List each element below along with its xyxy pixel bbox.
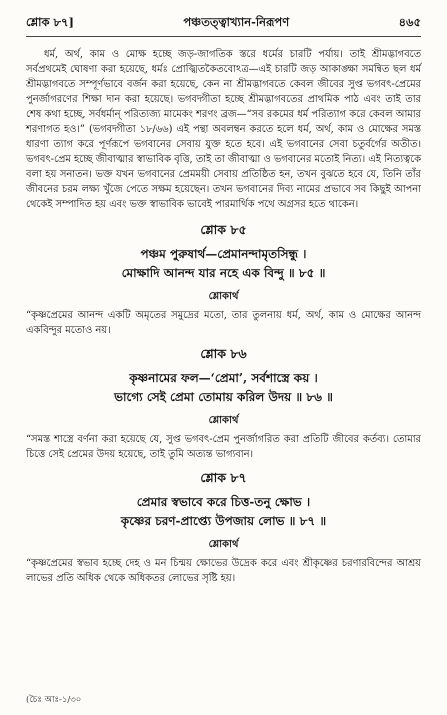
header-chapter-title: পঞ্চতত্ত্বাখ্যান-নিরূপণ [183,15,290,29]
verse-block-85 [26,222,421,338]
verse-line: মোক্ষাদি আনন্দ যার নহে এক বিন্দু ॥ ৮৫ ॥ [121,266,326,280]
translation-text: “সমস্ত শাস্ত্রে বর্ণনা করা হয়েছে যে, সুপ্ত ভগবৎ-প্রেম পুনর্জাগরিত করা প্রতিটি জীবের কর্তব্য। তোমার চিত্তে সেই প্রেমের উদয় হয়েছে, তাই তুমি অত্যন্ত ভাগ্যবান। [26,434,421,460]
verse-line: পঞ্চম পুরুষার্থ—প্রেমানন্দামৃতসিন্ধু । [140,247,307,261]
verse-heading: শ্লোক ৮৫ [200,222,247,237]
verse-heading: শ্লোক ৮৬ [200,346,247,361]
translation-text: “কৃষ্ণপ্রেমের স্বভাব হচ্ছে দেহ ও মন চিন্ময় ক্ষোভের উদ্রেক করে এবং শ্রীকৃষ্ণের চরণারবিন্দের আশ্রয় লাভের প্রতি অধিক থেকে অধিকতর লোভের সৃষ্টি হয়। [26,558,421,584]
running-header [26,14,421,37]
verse-line: প্রেমার স্বভাবে করে চিত্ত-তনু ক্ষোভ । [136,495,311,509]
verse-line: ভাগ্যে সেই প্রেমা তোমায় করিল উদয় ॥ ৮৬ ॥ [114,390,333,404]
translation-heading: শ্লোকার্থ [208,291,239,302]
page-number: ৪৬৫ [398,15,421,29]
intro-paragraph: ধর্ম, অর্থ, কাম ও মোক্ষ হচ্ছে জড়-জাগতিক স্তরে ধর্মের চারটি পর্যায়। তাই শ্রীমদ্ভাগবতে সর্বপ্রথমেই ঘোষণা করা হয়েছে, ধর্মঃ প্রোজ্ঝিতকৈতবোঽত্র—এই চারটি জড় আকাঙ্ক্ষা সমন্বিত ছল ধর্ম শ্রীমদ্ভাগবতে সম্পূর্ণভাবে বর্জন করা হয়েছে, কেন না শ্রীমদ্ভাগবতে কেবল জীবের সুপ্ত ভগবৎ-প্রেমের পুনর্জাগরণের শিক্ষা দান করা হয়েছে। ভগবদ্গীতা হচ্ছে শ্রীমদ্ভাগবতের প্রাথমিক পাঠ এবং তাই তার শেষ কথা হচ্ছে, সর্বধর্মান্ পরিত্যজ্য মামেকং শরণং ব্রজ—“সব রকমের ধর্ম পরিত্যাগ করে কেবল আমার শরণাগত হও।” (ভগবদ্গীতা ১৮/৬৬) এই পন্থা অবলম্বন করতে হলে ধর্ম, অর্থ, কাম ও মোক্ষের সমস্ত ধারণা ত্যাগ করে পূর্ণরূপে ভগবানের সেবায় যুক্ত হতে হবে। এই ভগবানের সেবা চতুর্বর্গের অতীত। ভগবৎ-প্রেম হচ্ছে জীবাত্মার স্বাভাবিক বৃত্তি, তাই তা জীবাত্মা ও ভগবানের মতোই নিত্য। এই নিত্যত্বকে বলা হয় সনাতন। ভক্ত যখন ভগবানের প্রেমময়ী সেবায় প্রতিষ্ঠিত হন, তখন বুঝতে হবে যে, তিনি তাঁর জীবনের চরম লক্ষ্য খুঁজে পেতে সক্ষম হয়েছেন। তখন ভগবানের দিব্য নামের প্রভাবে সব কিছুই আপনা থেকেই সম্পাদিত হয় এবং ভক্ত স্বাভাবিক ভাবেই পারমার্থিক পথে অগ্রসর হতে থাকেন। [26,49,421,210]
footer-signature: (চৈঃ আঃ-১/৩০ [26,695,82,705]
verse-line: কৃষ্ণের চরণ-প্রাপ্ত্যে উপজায় লোভ ॥ ৮৭ ॥ [120,514,327,528]
verse-line: কৃষ্ণনামের ফল—‘প্রেমা’, সর্বশাস্ত্রে কয় । [129,371,318,385]
header-verse-ref: শ্লোক ৮৭] [26,15,74,29]
verse-heading: শ্লোক ৮৭ [200,470,247,485]
verse-block-87 [26,470,421,586]
verse-block-86 [26,346,421,462]
translation-heading: শ্লোকার্থ [208,415,239,426]
translation-heading: শ্লোকার্থ [208,539,239,550]
translation-text: “কৃষ্ণপ্রেমের আনন্দ একটি অমৃতের সমুদ্রের মতো, তার তুলনায় ধর্ম, অর্থ, কাম ও মোক্ষের আনন্দ একবিন্দুর মতোও নয়। [26,310,421,336]
